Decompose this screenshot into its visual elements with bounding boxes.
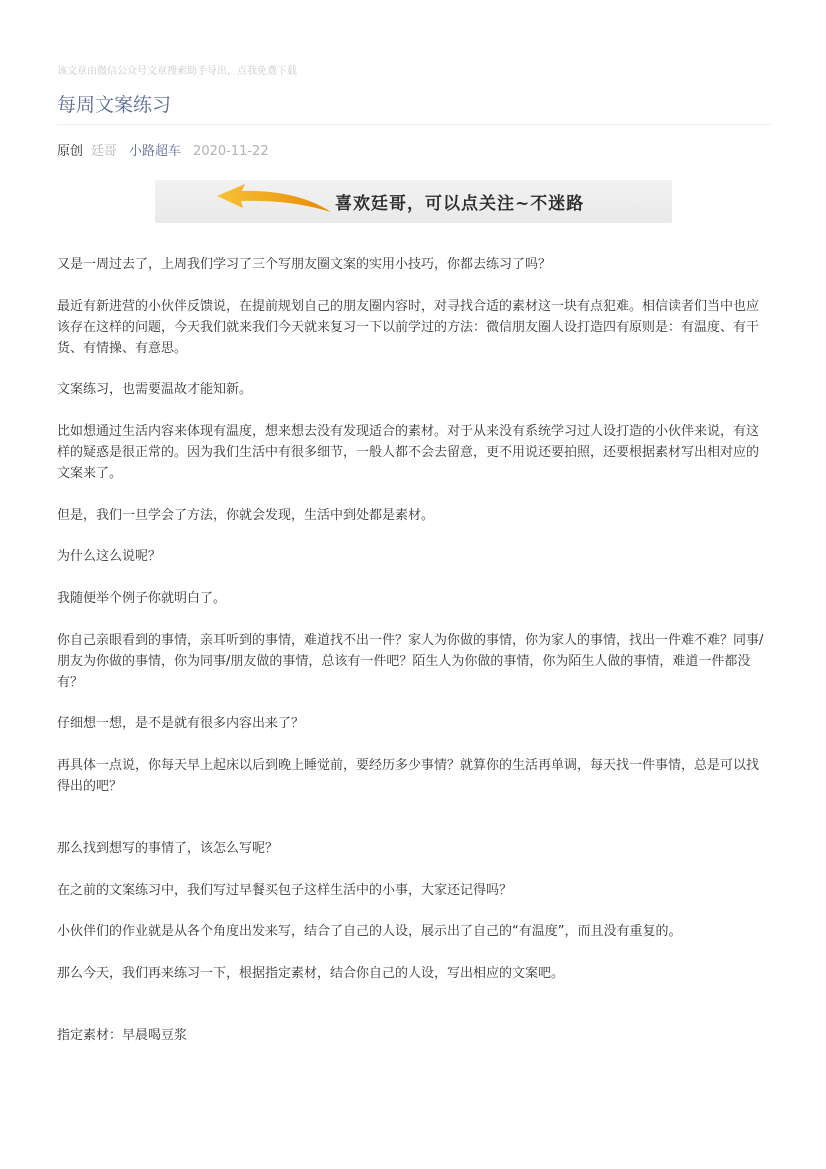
- paragraph: 你自己亲眼看到的事情，亲耳听到的事情，难道找不出一件？家人为你做的事情，你为家人的事情，找出一件难不难？同事/朋友为你做的事情，你为同事/朋友做的事情，总该有一件吧？陌生人为你做的事情，你为陌生人做的事情，难道一件都没有？: [57, 633, 764, 690]
- paragraph: 为什么这么说呢？: [57, 549, 162, 564]
- banner-text: 喜欢廷哥，可以点关注~不迷路: [335, 194, 585, 214]
- curved-arrow-icon: [215, 182, 333, 220]
- title-divider: [57, 124, 771, 125]
- account-link[interactable]: 小路超车: [129, 144, 182, 159]
- paragraph: 最近有新进营的小伙伴反馈说，在提前规划自己的朋友圈内容时，对寻找合适的素材这一块有点犯难。相信读者们当中也应该存在这样的问题，今天我们就来我们今天就来复习一下以前学过的方法：微信朋友圈人设打造四有原则是：有温度、有干货、有情操、有意思。: [57, 299, 760, 356]
- paragraph: 再具体一点说，你每天早上起床以后到晚上睡觉前，要经历多少事情？就算你的生活再单调，每天找一件事情，总是可以找得出的吧？: [57, 758, 760, 794]
- paragraph: 我随便举个例子你就明白了。: [57, 591, 227, 606]
- original-label: 原创: [57, 144, 84, 159]
- paragraph: 那么找到想写的事情了，该怎么写呢？: [57, 841, 279, 856]
- paragraph: 指定素材：早晨喝豆浆: [57, 1028, 188, 1043]
- paragraph: 仔细想一想，是不是就有很多内容出来了？: [57, 716, 305, 731]
- paragraph: 那么今天，我们再来练习一下，根据指定素材，结合你自己的人设，写出相应的文案吧。: [57, 966, 565, 981]
- article-title: 每周文案练习: [57, 94, 172, 116]
- paragraph: 小伙伴们的作业就是从各个角度出发来写，结合了自己的人设，展示出了自己的“有温度”，而且没有重复的。: [57, 924, 682, 939]
- publish-date: 2020-11-22: [193, 144, 269, 159]
- paragraph: 又是一周过去了，上周我们学习了三个写朋友圈文案的实用小技巧，你都去练习了吗？: [57, 257, 552, 272]
- author-name: 廷哥: [91, 144, 118, 159]
- paragraph: 比如想通过生活内容来体现有温度，想来想去没有发现适合的素材。对于从来没有系统学习过人设打造的小伙伴来说，有这样的疑惑是很正常的。因为我们生活中有很多细节，一般人都不会去留意，更不用说还要拍照，还要根据素材写出相对应的文案来了。: [57, 424, 760, 481]
- paragraph: 但是，我们一旦学会了方法，你就会发现，生活中到处都是素材。: [57, 508, 435, 523]
- article-meta: [57, 140, 269, 159]
- export-download-link[interactable]: 该文章由微信公众号文章搜索助手导出，点我免费下载: [57, 66, 297, 77]
- paragraph: 文案练习，也需要温故才能知新。: [57, 382, 253, 397]
- follow-banner: [155, 180, 672, 223]
- paragraph: 在之前的文案练习中，我们写过早餐买包子这样生活中的小事，大家还记得吗？: [57, 883, 513, 898]
